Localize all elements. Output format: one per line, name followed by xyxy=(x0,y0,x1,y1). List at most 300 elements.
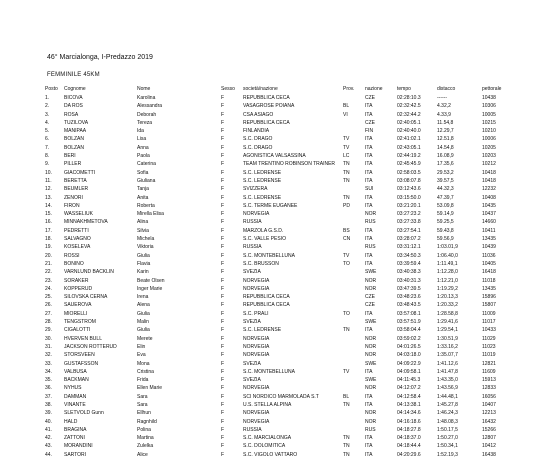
table-row xyxy=(45,135,512,143)
cell-nazione: ITA xyxy=(365,368,373,375)
cell-tempo: 04:09:58.1 xyxy=(397,368,421,375)
cell-cognome: MANIPAA xyxy=(64,128,87,135)
cell-societa: S.C. TERME EUGANEE xyxy=(243,202,298,209)
cell-pettorale: 10203 xyxy=(482,153,496,160)
cell-nome: Frida xyxy=(137,377,149,384)
table-row xyxy=(45,393,512,401)
cell-distacco: 14.54,8 xyxy=(437,144,454,151)
cell-nome: Merete xyxy=(137,335,153,342)
table-row xyxy=(45,235,512,243)
cell-posto: 30. xyxy=(45,335,52,342)
cell-prov: VI xyxy=(343,111,348,118)
cell-nazione: SWE xyxy=(365,360,377,367)
cell-sesso: F xyxy=(221,451,225,458)
cell-pettorale: 10438 xyxy=(482,95,496,101)
cell-societa: NORVEGIA xyxy=(243,352,270,359)
header-pettorale: pettorale xyxy=(482,86,502,92)
cell-sesso: F xyxy=(221,111,225,118)
cell-cognome: MINNAKHMETOVA xyxy=(64,219,108,226)
cell-nazione: RUS xyxy=(365,219,376,226)
cell-nome: Zulelka xyxy=(137,443,154,450)
cell-sesso: F xyxy=(221,310,225,317)
cell-tempo: 03:47:39.5 xyxy=(397,285,421,292)
cell-societa: S.C. DOLOMITICA xyxy=(243,443,286,450)
cell-cognome: GIACOMETTI xyxy=(64,169,96,176)
cell-pettorale: 11018 xyxy=(482,277,496,284)
cell-pettorale: 15913 xyxy=(482,377,496,384)
cell-tempo: 02:43:05.1 xyxy=(397,144,421,151)
cell-posto: 31. xyxy=(45,343,52,350)
cell-sesso: F xyxy=(221,177,225,184)
cell-sesso: F xyxy=(221,327,225,334)
table-row xyxy=(45,218,512,226)
cell-cognome: ROSA xyxy=(64,111,79,118)
cell-distacco: 16.08,9 xyxy=(437,153,454,160)
cell-sesso: F xyxy=(221,302,225,309)
cell-pettorale: 10405 xyxy=(482,260,496,267)
cell-nazione: RUS xyxy=(365,244,376,251)
header-sesso: Sesso xyxy=(221,86,235,92)
cell-nome: Mona xyxy=(137,360,150,367)
cell-nazione: SWE xyxy=(365,269,377,276)
cell-societa: NORVEGIA xyxy=(243,285,270,292)
cell-nazione: ITA xyxy=(365,177,373,184)
cell-distacco: 59.43,8 xyxy=(437,227,454,234)
cell-prov: TV xyxy=(343,252,350,259)
cell-distacco: 1:12.21,0 xyxy=(437,277,458,284)
cell-posto: 22. xyxy=(45,269,52,276)
category-heading: FEMMINILE 45KM xyxy=(47,72,100,78)
cell-nome: Karin xyxy=(137,269,149,276)
header-prov: Prov. xyxy=(343,86,355,92)
cell-prov xyxy=(343,376,365,384)
cell-cognome: BONINO xyxy=(64,260,84,267)
cell-nome: Alena xyxy=(137,302,150,309)
cell-nazione: ITA xyxy=(365,310,373,317)
cell-cognome: PILLER xyxy=(64,161,82,168)
table-row xyxy=(45,351,512,359)
cell-tempo: 03:39:59.4 xyxy=(397,260,421,267)
cell-pettorale: 10205 xyxy=(482,144,496,151)
cell-sesso: F xyxy=(221,227,225,234)
cell-prov xyxy=(343,210,365,218)
cell-cognome: GUSTAFSSON xyxy=(64,360,99,367)
cell-tempo: 03:57:51.9 xyxy=(397,319,421,326)
cell-prov: BL xyxy=(343,393,350,400)
cell-cognome: SORAKER xyxy=(64,277,89,284)
cell-societa: REPUBBLICA CECA xyxy=(243,294,290,301)
table-row xyxy=(45,102,512,110)
table-row xyxy=(45,252,512,260)
cell-posto: 34. xyxy=(45,368,52,375)
cell-cognome: MIORELLI xyxy=(64,310,88,317)
cell-prov xyxy=(343,318,365,326)
cell-distacco: 44.32,3 xyxy=(437,186,454,193)
cell-prov xyxy=(343,409,365,417)
cell-sesso: F xyxy=(221,260,225,267)
cell-societa: S.C. MARCIALONGA xyxy=(243,435,292,442)
cell-posto: 29. xyxy=(45,327,52,334)
cell-nome: Roberta xyxy=(137,202,155,209)
cell-sesso: F xyxy=(221,202,225,209)
cell-cognome: ROSSI xyxy=(64,252,80,259)
cell-tempo: 03:27:33.8 xyxy=(397,219,421,226)
cell-tempo: 02:40:40.0 xyxy=(397,128,421,135)
cell-societa: RUSSIA xyxy=(243,219,262,226)
cell-nazione: CZE xyxy=(365,119,375,126)
cell-distacco: 1:50.17,5 xyxy=(437,426,458,433)
cell-tempo: 04:09:22.9 xyxy=(397,360,421,367)
cell-pettorale: 10437 xyxy=(482,211,496,218)
cell-nazione: ITA xyxy=(365,443,373,450)
cell-sesso: F xyxy=(221,335,225,342)
cell-sesso: F xyxy=(221,360,225,367)
cell-distacco: 1:06.40,0 xyxy=(437,252,458,259)
cell-societa: S.C. PRALI xyxy=(243,310,269,317)
cell-posto: 33. xyxy=(45,360,52,367)
cell-tempo: 04:14:34.6 xyxy=(397,410,421,417)
cell-distacco: 1:48.08,3 xyxy=(437,418,458,425)
cell-distacco: 4.32,2 xyxy=(437,103,451,110)
cell-posto: 19. xyxy=(45,244,52,251)
cell-sesso: F xyxy=(221,244,225,251)
cell-prov xyxy=(343,127,365,135)
cell-pettorale: 16432 xyxy=(482,418,496,425)
cell-nazione: CZE xyxy=(365,302,375,309)
cell-nome: Sofia xyxy=(137,169,149,176)
table-row xyxy=(45,185,512,193)
cell-prov: CN xyxy=(343,236,351,243)
cell-pettorale: 10210 xyxy=(482,128,496,135)
cell-nazione: ITA xyxy=(365,136,373,143)
cell-distacco: 39.57,5 xyxy=(437,177,454,184)
table-row xyxy=(45,111,512,119)
cell-nazione: ITA xyxy=(365,169,373,176)
cell-societa: SVEZIA xyxy=(243,360,261,367)
table-row xyxy=(45,160,512,168)
cell-nome: Tanja xyxy=(137,186,149,193)
cell-distacco: 1:33.16,2 xyxy=(437,343,458,350)
cell-tempo: 04:20:29.6 xyxy=(397,451,421,458)
cell-tempo: 03:34:50.3 xyxy=(397,252,421,259)
table-row xyxy=(45,202,512,210)
table-row xyxy=(45,119,512,127)
cell-sesso: F xyxy=(221,377,225,384)
cell-nome: Ida xyxy=(137,128,144,135)
cell-tempo: 03:15:50.0 xyxy=(397,194,421,201)
cell-prov: TV xyxy=(343,368,350,375)
cell-cognome: HVERVEN BULL xyxy=(64,335,102,342)
cell-posto: 9. xyxy=(45,161,50,168)
cell-tempo: 02:44:19.2 xyxy=(397,153,421,160)
cell-cognome: ZENORI xyxy=(64,194,83,201)
cell-societa: NORVEGIA xyxy=(243,335,270,342)
cell-sesso: F xyxy=(221,443,225,450)
cell-posto: 40. xyxy=(45,418,52,425)
cell-cognome: NYHUS xyxy=(64,385,82,392)
cell-distacco: 1:30.51,9 xyxy=(437,335,458,342)
cell-nazione: NOR xyxy=(365,343,377,350)
cell-pettorale: 11017 xyxy=(482,319,496,326)
cell-posto: 44. xyxy=(45,451,52,458)
cell-posto: 23. xyxy=(45,277,52,284)
table-row xyxy=(45,434,512,442)
cell-societa: U.S. STELLA ALPINA xyxy=(243,401,292,408)
cell-pettorale: 10006 xyxy=(482,136,496,143)
cell-pettorale: 13435 xyxy=(482,285,496,292)
table-row xyxy=(45,451,512,459)
cell-prov: TN xyxy=(343,443,350,450)
cell-nome: Ragnhild xyxy=(137,418,157,425)
table-row xyxy=(45,277,512,285)
cell-prov xyxy=(343,94,365,102)
cell-sesso: F xyxy=(221,277,225,284)
cell-sesso: F xyxy=(221,144,225,151)
cell-prov: TO xyxy=(343,260,350,267)
table-row xyxy=(45,418,512,426)
cell-nome: Giuliana xyxy=(137,177,156,184)
cell-societa: NORVEGIA xyxy=(243,385,270,392)
cell-posto: 37. xyxy=(45,393,52,400)
table-row xyxy=(45,409,512,417)
cell-societa: REPUBBLICA CECA xyxy=(243,95,290,101)
cell-sesso: F xyxy=(221,236,225,243)
header-cognome: Cognome xyxy=(64,86,86,92)
header-tempo: tempo xyxy=(397,86,411,92)
cell-posto: 18. xyxy=(45,236,52,243)
cell-nazione: NOR xyxy=(365,418,377,425)
cell-cognome: BERETTA xyxy=(64,177,87,184)
table-row xyxy=(45,326,512,334)
cell-nome: Giulia xyxy=(137,310,150,317)
cell-sesso: F xyxy=(221,136,225,143)
cell-distacco: 1:20.13,3 xyxy=(437,294,458,301)
cell-nazione: ITA xyxy=(365,327,373,334)
cell-cognome: KOSELEVA xyxy=(64,244,91,251)
cell-posto: 11. xyxy=(45,177,52,184)
cell-tempo: 04:11:45.3 xyxy=(397,377,421,384)
cell-nazione: ITA xyxy=(365,202,373,209)
cell-distacco: ------ xyxy=(437,95,447,101)
cell-tempo: 04:18:44.4 xyxy=(397,443,421,450)
cell-sesso: F xyxy=(221,153,225,160)
cell-societa: RUSSIA xyxy=(243,244,262,251)
cell-societa: S.C. BRUSSON xyxy=(243,260,279,267)
cell-posto: 10. xyxy=(45,169,52,176)
cell-distacco: 59.25,5 xyxy=(437,219,454,226)
cell-distacco: 12.29,7 xyxy=(437,128,454,135)
cell-societa: AGONISTICA VALSASSINA xyxy=(243,153,306,160)
cell-pettorale: 15266 xyxy=(482,426,496,433)
cell-cognome: BEUMLER xyxy=(64,186,89,193)
cell-distacco: 1:19.29,2 xyxy=(437,285,458,292)
cell-distacco: 1:11.49,1 xyxy=(437,260,458,267)
cell-nazione: ITA xyxy=(365,393,373,400)
cell-nome: Karolina xyxy=(137,95,156,101)
cell-pettorale: 10433 xyxy=(482,327,496,334)
cell-posto: 12. xyxy=(45,186,52,193)
cell-nazione: ITA xyxy=(365,252,373,259)
cell-pettorale: 11036 xyxy=(482,252,496,259)
cell-prov: TV xyxy=(343,144,350,151)
cell-societa: S.C. MONTEBELLUNA xyxy=(243,252,295,259)
table-row xyxy=(45,243,512,251)
cell-nazione: ITA xyxy=(365,161,373,168)
cell-cognome: BRAGINA xyxy=(64,426,87,433)
cell-nome: Elin xyxy=(137,343,146,350)
cell-nome: Eva xyxy=(137,352,146,359)
cell-distacco: 1:29.54,1 xyxy=(437,327,458,334)
cell-prov xyxy=(343,277,365,285)
header-nazione: nazione xyxy=(365,86,383,92)
cell-societa: S.C. LEDRENSE xyxy=(243,177,282,184)
cell-societa: SCI NORDICO MARMOLADA S.T xyxy=(243,393,319,400)
cell-tempo: 03:28:07.2 xyxy=(397,236,421,243)
cell-nazione: ITA xyxy=(365,153,373,160)
cell-sesso: F xyxy=(221,186,225,193)
cell-tempo: 03:08:07.8 xyxy=(397,177,421,184)
cell-distacco: 1:46.24,3 xyxy=(437,410,458,417)
table-row xyxy=(45,293,512,301)
cell-tempo: 03:57:08.1 xyxy=(397,310,421,317)
cell-nome: Viktoria xyxy=(137,244,154,251)
cell-nome: Anna xyxy=(137,144,149,151)
cell-prov: TN xyxy=(343,327,350,334)
table-row xyxy=(45,384,512,392)
cell-societa: REPUBBLICA CECA xyxy=(243,119,290,126)
cell-prov xyxy=(343,343,365,351)
cell-societa: NORVEGIA xyxy=(243,418,270,425)
cell-posto: 8. xyxy=(45,153,50,160)
cell-posto: 6. xyxy=(45,136,50,143)
cell-sesso: F xyxy=(221,169,225,176)
table-row xyxy=(45,194,512,202)
cell-sesso: F xyxy=(221,343,225,350)
table-row xyxy=(45,177,512,185)
cell-cognome: SAUEROVA xyxy=(64,302,92,309)
table-row xyxy=(45,401,512,409)
table-row xyxy=(45,127,512,135)
cell-nome: Deborah xyxy=(137,111,157,118)
cell-posto: 7. xyxy=(45,144,50,151)
cell-tempo: 02:28:10.3 xyxy=(397,95,421,101)
cell-prov xyxy=(343,351,365,359)
cell-societa: VASAGROSE POIANA xyxy=(243,103,295,110)
cell-posto: 25. xyxy=(45,294,52,301)
cell-prov: TN xyxy=(343,177,350,184)
cell-societa: SVIZZERA xyxy=(243,186,268,193)
cell-nazione: CZE xyxy=(365,95,375,101)
cell-prov: TV xyxy=(343,136,350,143)
cell-societa: CSA ASIAGO xyxy=(243,111,274,118)
cell-pettorale: 10407 xyxy=(482,401,496,408)
table-row xyxy=(45,318,512,326)
cell-tempo: 04:13:38.1 xyxy=(397,401,421,408)
cell-pettorale: 12232 xyxy=(482,186,496,193)
cell-prov xyxy=(343,293,365,301)
cell-posto: 2. xyxy=(45,103,50,110)
cell-prov xyxy=(343,218,365,226)
cell-tempo: 03:40:31.3 xyxy=(397,277,421,284)
cell-nome: Silvia xyxy=(137,227,149,234)
table-row xyxy=(45,227,512,235)
cell-nazione: ITA xyxy=(365,435,373,442)
cell-posto: 28. xyxy=(45,319,52,326)
cell-tempo: 04:12:58.4 xyxy=(397,393,421,400)
cell-prov: PD xyxy=(343,202,350,209)
cell-cognome: BOLZAN xyxy=(64,144,85,151)
cell-nazione: NOR xyxy=(365,211,377,218)
cell-posto: 39. xyxy=(45,410,52,417)
cell-sesso: F xyxy=(221,393,225,400)
cell-pettorale: 11023 xyxy=(482,343,496,350)
cell-nome: Anita xyxy=(137,194,149,201)
cell-nome: Ellhun xyxy=(137,410,151,417)
cell-nazione: ITA xyxy=(365,144,373,151)
cell-prov: TN xyxy=(343,401,350,408)
cell-cognome: BOLZAN xyxy=(64,136,85,143)
cell-tempo: 03:48:23.6 xyxy=(397,294,421,301)
cell-cognome: BICOVA xyxy=(64,95,83,101)
cell-nazione: NOR xyxy=(365,352,377,359)
cell-distacco: 53.09,8 xyxy=(437,202,454,209)
cell-prov xyxy=(343,119,365,127)
cell-cognome: HALD xyxy=(64,418,78,425)
cell-societa: NORVEGIA xyxy=(243,410,270,417)
cell-distacco: 1:41.12,6 xyxy=(437,360,458,367)
cell-tempo: 03:48:43.5 xyxy=(397,302,421,309)
cell-tempo: 04:01:26.5 xyxy=(397,343,421,350)
cell-societa: S.C. MONTEBELLUNA xyxy=(243,368,295,375)
cell-tempo: 02:32:42.5 xyxy=(397,103,421,110)
cell-posto: 27. xyxy=(45,310,52,317)
header-nome: Nome xyxy=(137,86,151,92)
cell-posto: 41. xyxy=(45,426,52,433)
cell-societa: S.C. LEDRENSE xyxy=(243,169,282,176)
cell-societa: TEAM TRENTINO ROBINSON TRAINER xyxy=(243,161,336,168)
cell-pettorale: 10411 xyxy=(482,227,496,234)
cell-pettorale: 10412 xyxy=(482,443,496,450)
cell-posto: 13. xyxy=(45,194,52,201)
cell-nome: Sara xyxy=(137,401,148,408)
cell-nome: Beate Olsen xyxy=(137,277,165,284)
cell-societa: FINLANDIA xyxy=(243,128,270,135)
cell-cognome: VINANTE xyxy=(64,401,86,408)
cell-nazione: ITA xyxy=(365,194,373,201)
table-row xyxy=(45,144,512,152)
table-row xyxy=(45,285,512,293)
cell-cognome: BERI xyxy=(64,153,76,160)
cell-distacco: 1:44.48,1 xyxy=(437,393,458,400)
cell-pettorale: 10005 xyxy=(482,111,496,118)
cell-tempo: 02:32:44.2 xyxy=(397,111,421,118)
cell-nazione: FIN xyxy=(365,128,374,135)
cell-tempo: 03:58:04.4 xyxy=(397,327,421,334)
cell-distacco: 1:50.27,0 xyxy=(437,435,458,442)
cell-sesso: F xyxy=(221,435,225,442)
cell-distacco: 1:35.07,7 xyxy=(437,352,458,359)
cell-distacco: 1:29.41,6 xyxy=(437,319,458,326)
cell-nazione: ITA xyxy=(365,111,373,118)
cell-distacco: 29.53,2 xyxy=(437,169,454,176)
cell-posto: 36. xyxy=(45,385,52,392)
cell-tempo: 04:03:18.0 xyxy=(397,352,421,359)
cell-cognome: SALVAGNO xyxy=(64,236,91,243)
cell-sesso: F xyxy=(221,401,225,408)
cell-cognome: BACKMAN xyxy=(64,377,89,384)
cell-distacco: 59.56,9 xyxy=(437,236,454,243)
cell-prov xyxy=(343,268,365,276)
